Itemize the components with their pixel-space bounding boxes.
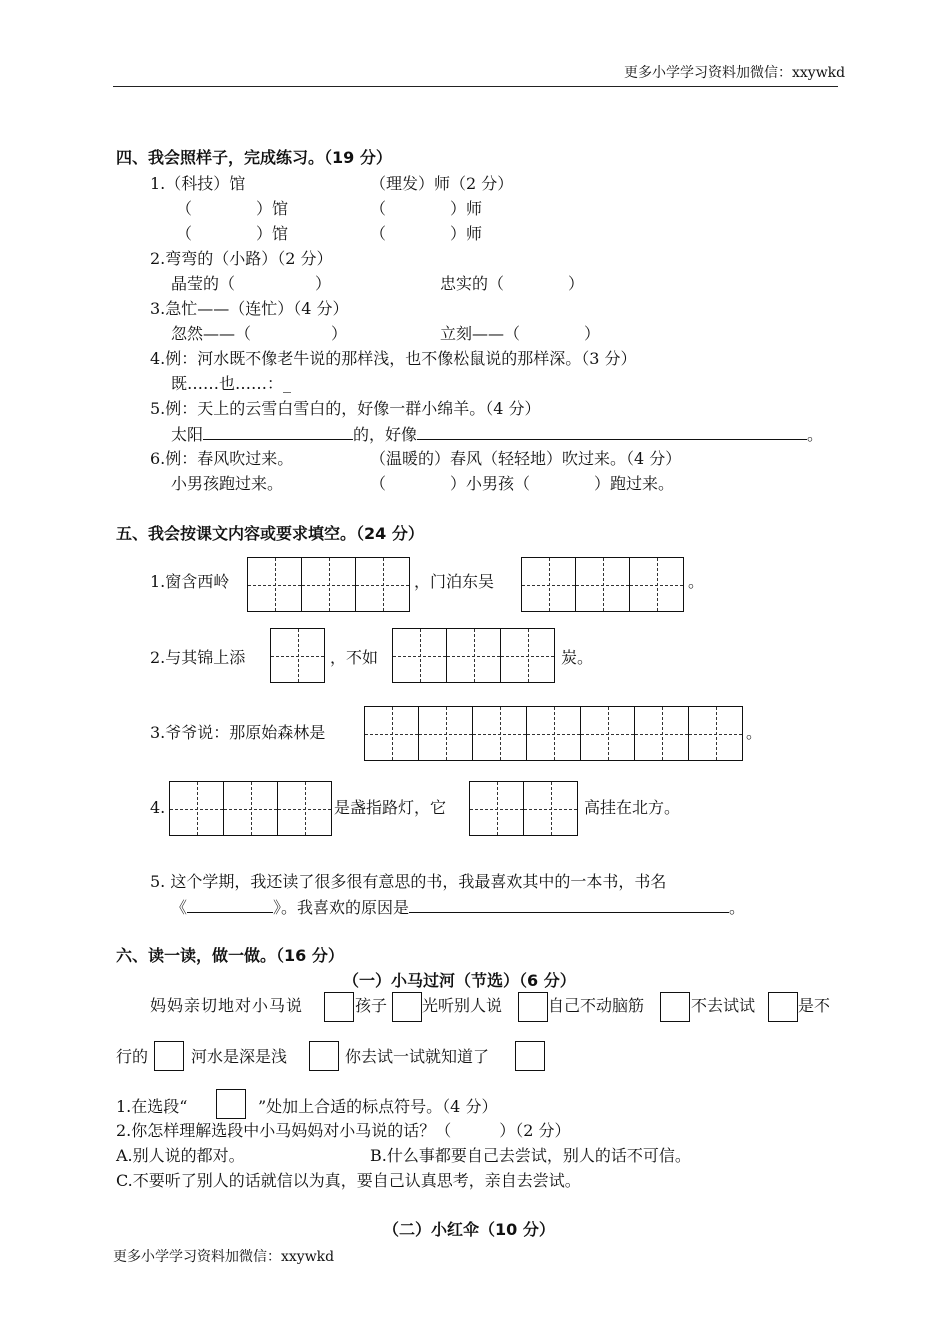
s4-q1-example-a: 1.（科技）馆 — [150, 174, 246, 193]
s4-q3-a[interactable]: 忽然——（ ） — [171, 324, 348, 343]
s5-l1-grid-2[interactable] — [521, 557, 684, 612]
s5-l2-a: 2.与其锦上添 — [150, 648, 246, 667]
passage-seg-1: 妈妈亲切地对小马说 — [150, 996, 304, 1015]
s4-q3-b[interactable]: 立刻——（ ） — [440, 324, 601, 343]
s4-q5-p3: 。 — [807, 425, 824, 444]
s5-l5-b3: 。 — [729, 898, 746, 917]
punct-box-sample — [216, 1089, 246, 1119]
s5-l5-book-blank[interactable] — [187, 896, 273, 913]
s4-q6-row-a: 小男孩跑过来。 — [171, 474, 284, 493]
header-note: 更多小学学习资料加微信：xxywkd — [624, 65, 846, 81]
s4-q1-row2-b[interactable]: （ ）师 — [370, 224, 483, 243]
punct-box-1[interactable] — [324, 992, 354, 1022]
s4-q2-head: 2.弯弯的（小路）（2 分） — [150, 249, 333, 268]
s5-l4-c: 高挂在北方。 — [584, 798, 681, 817]
s5-l1-grid-1[interactable] — [247, 557, 410, 612]
s4-q2-b[interactable]: 忠实的（ ） — [440, 274, 585, 293]
s5-l4-grid-2[interactable] — [469, 781, 578, 836]
passage-seg-2: 孩子 — [355, 996, 388, 1015]
s6-sub-1: （一）小马过河（节选）（6 分） — [343, 971, 576, 990]
s4-q6-row-b[interactable]: （ ）小男孩（ ）跑过来。 — [370, 474, 675, 493]
s4-q3-head: 3.急忙——（连忙）（4 分） — [150, 299, 349, 318]
s5-l4-grid-1[interactable] — [169, 781, 332, 836]
passage-seg-6: 是不 — [798, 996, 831, 1015]
s4-q5-head: 5.例：天上的云雪白雪白的，好像一群小绵羊。（4 分） — [150, 399, 541, 418]
passage-seg-7: 行的 — [116, 1047, 149, 1066]
s5-l3-grid[interactable] — [364, 706, 743, 761]
s4-q6-head-b: （温暖的）春风（轻轻地）吹过来。（4 分） — [370, 449, 682, 468]
s5-l3-b: 。 — [746, 723, 763, 742]
footer-note: 更多小学学习资料加微信：xxywkd — [113, 1249, 335, 1265]
s5-l4-b: 是盏指路灯，它 — [334, 798, 447, 817]
header-divider — [113, 86, 838, 87]
s6-q2[interactable]: 2.你怎样理解选段中小马妈妈对小马说的话？（ ）（2 分） — [116, 1121, 571, 1140]
s6-q1-b: ”处加上合适的标点符号。（4 分） — [258, 1097, 498, 1116]
s5-l2-grid-1[interactable] — [270, 628, 325, 683]
s5-l2-c: 炭。 — [561, 648, 594, 667]
s5-l1-a: 1.窗含西岭 — [150, 572, 230, 591]
s5-l5-b1: 《 — [171, 898, 188, 917]
s4-q5-answer-line — [171, 423, 823, 446]
s5-l2-b: ，不如 — [330, 648, 379, 667]
s5-l2-grid-2[interactable] — [392, 628, 555, 683]
s5-l5-answer-line — [171, 896, 745, 919]
s4-q5-p1: 太阳 — [171, 425, 204, 444]
passage-seg-9: 你去试一试就知道了 — [345, 1047, 490, 1066]
s4-q1-example-b: （理发）师（2 分） — [370, 174, 514, 193]
s6-option-a[interactable]: A.别人说的都对。 — [116, 1146, 245, 1165]
s4-q5-p2: 的，好像 — [353, 425, 418, 444]
punct-box-7[interactable] — [309, 1041, 339, 1071]
s6-q1-a: 1.在选段“ — [116, 1097, 188, 1116]
s4-q2-a[interactable]: 晶莹的（ ） — [171, 274, 332, 293]
passage-seg-3: 光听别人说 — [422, 996, 503, 1015]
s4-q1-row1-a[interactable]: （ ）馆 — [176, 199, 289, 218]
passage-seg-4: 自己不动脑筋 — [548, 996, 645, 1015]
passage-seg-8: 河水是深是浅 — [191, 1047, 288, 1066]
s4-q4-head: 4.例：河水既不像老牛说的那样浅，也不像松鼠说的那样深。（3 分） — [150, 349, 637, 368]
punct-box-4[interactable] — [660, 992, 690, 1022]
s6-option-b[interactable]: B.什么事都要自己去尝试，别人的话不可信。 — [370, 1146, 691, 1165]
s5-l5-a: 5. 这个学期，我还读了很多很有意思的书，我最喜欢其中的一本书，书名 — [150, 872, 667, 891]
punct-box-6[interactable] — [154, 1041, 184, 1071]
s4-q4-line[interactable]: 既……也……：_ — [171, 374, 292, 393]
s5-l4-a: 4. — [150, 798, 166, 817]
punct-box-2[interactable] — [392, 992, 422, 1022]
section-4-title: 四、我会照样子，完成练习。（19 分） — [116, 148, 392, 167]
punct-box-3[interactable] — [518, 992, 548, 1022]
s5-l1-b: ，门泊东吴 — [414, 572, 495, 591]
s4-q6-head-a: 6.例：春风吹过来。 — [150, 449, 294, 468]
punct-box-8[interactable] — [515, 1041, 545, 1071]
s4-q1-row1-b[interactable]: （ ）师 — [370, 199, 483, 218]
section-6-title: 六、读一读，做一做。（16 分） — [116, 946, 344, 965]
s5-l3-a: 3.爷爷说：那原始森林是 — [150, 723, 326, 742]
s6-sub-2: （二）小红伞（10 分） — [383, 1220, 555, 1239]
s4-q5-blank-2[interactable] — [417, 423, 807, 440]
s6-option-c[interactable]: C.不要听了别人的话就信以为真，要自己认真思考，亲自去尝试。 — [116, 1171, 581, 1190]
s5-l5-b2: 》。我喜欢的原因是 — [273, 898, 410, 917]
passage-seg-5: 不去试试 — [691, 996, 756, 1015]
s5-l5-reason-blank[interactable] — [409, 896, 729, 913]
section-5-title: 五、我会按课文内容或要求填空。（24 分） — [116, 524, 424, 543]
punct-box-5[interactable] — [768, 992, 798, 1022]
s5-l1-c: 。 — [688, 572, 705, 591]
s4-q1-row2-a[interactable]: （ ）馆 — [176, 224, 289, 243]
s4-q5-blank-1[interactable] — [203, 423, 353, 440]
